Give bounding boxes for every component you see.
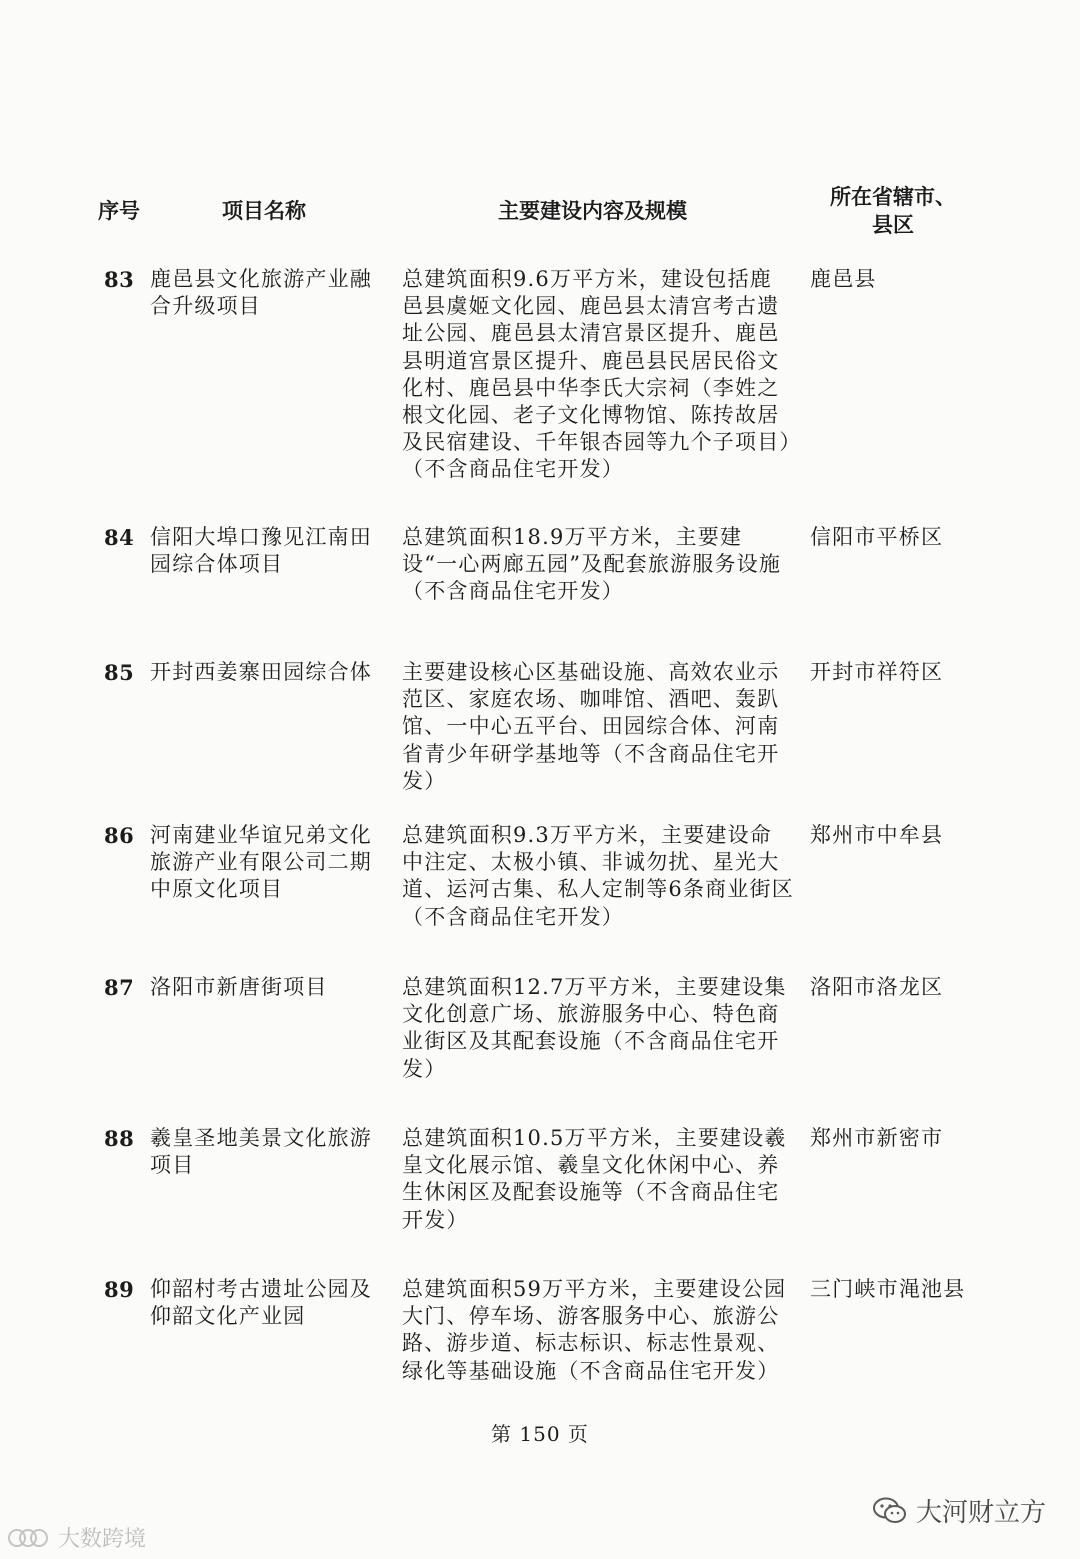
header-serial-number: 序号: [98, 198, 140, 223]
row-location: 洛阳市洛龙区: [810, 975, 944, 999]
row-content: 总建筑面积59万平方米，主要建设公园大门、停车场、游客服务中心、旅游公路、游步道、标志标识、标志性景观、绿化等基础设施（不含商品住宅开发）: [402, 1277, 787, 1383]
row-location: 三门峡市渑池县: [810, 1277, 966, 1301]
watermark-right: [872, 1492, 1046, 1529]
watermark-left-text: 大数跨境: [58, 1527, 147, 1552]
row-content: 总建筑面积12.7万平方米，主要建设集文化创意广场、旅游服务中心、特色商业街区及其配套设施（不含商品住宅开发）: [402, 975, 787, 1081]
row-content: 主要建设核心区基础设施、高效农业示范区、家庭农场、咖啡馆、酒吧、轰趴馆、一中心五平台、田园综合体、河南省青少年研学基地等（不含商品住宅开发）: [402, 660, 780, 793]
row-content: 总建筑面积10.5万平方米，主要建设羲皇文化展示馆、羲皇文化休闲中心、养生休闲区及配套设施等（不含商品住宅开发）: [402, 1126, 787, 1232]
row-location: 开封市祥符区: [810, 660, 944, 684]
row-number: 86: [104, 823, 135, 848]
header-main-content: 主要建设内容及规模: [498, 198, 687, 223]
header-location-line2: 县区: [872, 212, 914, 237]
wechat-icon: [872, 1496, 908, 1526]
row-project-name: 羲皇圣地美景文化旅游项目: [150, 1126, 372, 1178]
row-project-name: 开封西姜寨田园综合体: [150, 660, 372, 684]
watermark-right-text: 大河财立方: [915, 1498, 1046, 1528]
watermark-left: [6, 1522, 146, 1553]
page-number: 第 150 页: [491, 1422, 589, 1446]
row-number: 89: [104, 1277, 135, 1302]
row-content: 总建筑面积18.9万平方米，主要建设“一心两廊五园”及配套旅游服务设施（不含商品住宅开发）: [402, 525, 782, 604]
row-number: 88: [104, 1126, 135, 1151]
row-project-name: 信阳大埠口豫见江南田园综合体项目: [150, 525, 372, 577]
row-project-name: 鹿邑县文化旅游产业融合升级项目: [150, 267, 372, 319]
header-project-name: 项目名称: [222, 198, 306, 223]
row-content: 总建筑面积9.3万平方米，主要建设命中注定、太极小镇、非诚勿扰、星光大道、运河古集、私人定制等6条商业街区（不含商品住宅开发）: [402, 823, 794, 929]
row-project-name: 洛阳市新唐街项目: [150, 975, 328, 999]
row-number: 84: [104, 525, 135, 550]
row-location: 郑州市中牟县: [810, 823, 944, 847]
row-location: 郑州市新密市: [810, 1126, 944, 1150]
header-location-line1: 所在省辖市、: [830, 184, 956, 209]
row-number: 87: [104, 975, 135, 1000]
header-location: [828, 183, 958, 239]
row-location: 信阳市平桥区: [810, 525, 944, 549]
row-project-name: 河南建业华谊兄弟文化旅游产业有限公司二期中原文化项目: [150, 823, 372, 902]
row-content: 总建筑面积9.6万平方米，建设包括鹿邑县虞姬文化园、鹿邑县太清宫考古遗址公园、鹿邑县太清宫景区提升、鹿邑县明道宫景区提升、鹿邑县民居民俗文化村、鹿邑县中华李氏大宗祠（李姓之根文化园、老子文化博物馆、陈抟故居及民宿建设、千年银杏园等九个子项目）（不含商品住宅开发）: [402, 267, 792, 482]
logo-icon: [6, 1525, 50, 1551]
row-number: 85: [104, 660, 135, 685]
row-location: 鹿邑县: [810, 267, 877, 291]
row-project-name: 仰韶村考古遗址公园及仰韶文化产业园: [150, 1277, 372, 1329]
row-number: 83: [104, 267, 135, 292]
